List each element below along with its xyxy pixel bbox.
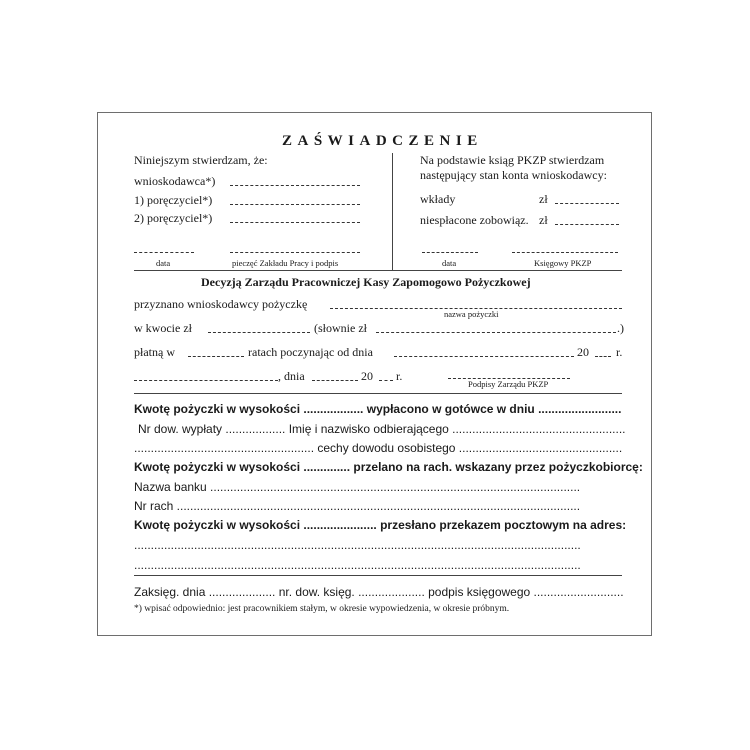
- postal-amount-text: Kwotę pożyczki w wysokości ......................: [134, 518, 377, 532]
- year-suffix: r.: [616, 345, 623, 359]
- year-suffix-2: r.: [396, 369, 403, 383]
- payable-label: płatną w: [134, 345, 175, 359]
- deposits-field[interactable]: [555, 203, 619, 204]
- granted-label: przyznano wnioskodawcy pożyczkę: [134, 297, 308, 311]
- transfer-amount-text: Kwotę pożyczki w wysokości ..............: [134, 460, 351, 474]
- stamp-signature-caption: pieczęć Zakładu Pracy i podpis: [232, 258, 339, 268]
- address-line-1: ......................................................................................................................................: [134, 538, 581, 552]
- installments-label: ratach poczynając od dnia: [248, 345, 373, 359]
- in-words-field[interactable]: [376, 332, 616, 333]
- liabilities-field[interactable]: [555, 224, 619, 225]
- id-features-text: ...................................................... cechy dowodu osobistego .................................................: [134, 441, 623, 455]
- left-date-caption: data: [156, 258, 171, 268]
- day-field[interactable]: [312, 380, 358, 381]
- left-intro: Niniejszym stwierdzam, że:: [134, 153, 268, 167]
- amount-field[interactable]: [208, 332, 310, 333]
- accountant-signature-field[interactable]: [512, 252, 618, 253]
- postal-address-text: przesłano przekazem pocztowym na adres:: [380, 518, 627, 532]
- right-date-caption: data: [442, 258, 457, 268]
- payout-row: [138, 422, 626, 436]
- cash-payment-row: [134, 402, 621, 416]
- address-line-2: ......................................................................................................................................: [134, 558, 581, 572]
- year-field[interactable]: [595, 356, 611, 357]
- board-signatures-caption: Podpisy Zarządu PKZP: [468, 379, 549, 389]
- right-intro-1: Na podstawie ksiąg PKZP stwierdzam: [420, 153, 605, 167]
- in-words-label: (słownie zł: [314, 321, 367, 335]
- guarantor2-field[interactable]: [230, 222, 360, 223]
- applicant-label: wnioskodawca*): [134, 174, 216, 188]
- section-divider-3: [134, 575, 622, 576]
- column-divider: [392, 153, 393, 271]
- year-prefix-2: 20: [361, 369, 373, 383]
- deposits-label: wkłady: [420, 192, 456, 206]
- year-prefix: 20: [577, 345, 589, 359]
- account-number-text: Nr rach .........................................................................................................................: [134, 499, 581, 513]
- day-label: , dnia: [278, 369, 305, 383]
- deposits-unit: zł: [539, 192, 548, 206]
- payout-number-text: Nr dow. wypłaty ..................: [138, 422, 286, 436]
- stamp-signature-field[interactable]: [230, 252, 360, 253]
- transfer-account-text: przelano na rach. wskazany przez pożyczkobiorcę:: [353, 460, 643, 474]
- decision-heading: Decyzją Zarządu Pracowniczej Kasy Zapomogowo Pożyczkowej: [201, 275, 531, 289]
- year-field-2[interactable]: [379, 380, 393, 381]
- section-divider-2: [134, 393, 622, 394]
- booking-row: Zaksięg. dnia .................... nr. dow. księg. .................... podpis księgowego ...........................: [134, 585, 624, 599]
- right-intro-2: następujący stan konta wnioskodawcy:: [420, 168, 607, 182]
- transfer-row: [134, 460, 643, 474]
- cash-date-text: wypłacono w gotówce w dniu .........................: [366, 402, 622, 416]
- right-date-field[interactable]: [422, 252, 478, 253]
- installments-count-field[interactable]: [188, 356, 244, 357]
- footnote: *) wpisać odpowiednio: jest pracownikiem stałym, w okresie wypowiedzenia, w okresie próbnym.: [134, 604, 510, 614]
- applicant-field[interactable]: [230, 185, 360, 186]
- guarantor1-field[interactable]: [230, 204, 360, 205]
- bank-name-text: Nazwa banku ...............................................................................................................: [134, 480, 581, 494]
- liabilities-label: niespłacone zobowiąz.: [420, 213, 529, 227]
- loan-certificate-form: [97, 112, 652, 636]
- guarantor1-label: 1) poręczyciel*): [134, 193, 213, 207]
- amount-label: w kwocie zł: [134, 321, 192, 335]
- form-title: ZAŚWIADCZENIE: [282, 133, 483, 149]
- left-date-field[interactable]: [134, 252, 194, 253]
- loan-name-caption: nazwa pożyczki: [444, 309, 499, 319]
- in-words-close: .): [617, 321, 624, 335]
- start-date-field[interactable]: [394, 356, 574, 357]
- cash-amount-text: Kwotę pożyczki w wysokości ..................: [134, 402, 364, 416]
- accountant-caption: Księgowy PKZP: [534, 258, 592, 268]
- liabilities-unit: zł: [539, 213, 548, 227]
- guarantor2-label: 2) poręczyciel*): [134, 211, 213, 225]
- place-field[interactable]: [134, 380, 278, 381]
- postal-row: [134, 518, 626, 532]
- section-divider-1: [134, 270, 622, 271]
- recipient-name-text: Imię i nazwisko odbierającego ....................................................: [288, 422, 626, 436]
